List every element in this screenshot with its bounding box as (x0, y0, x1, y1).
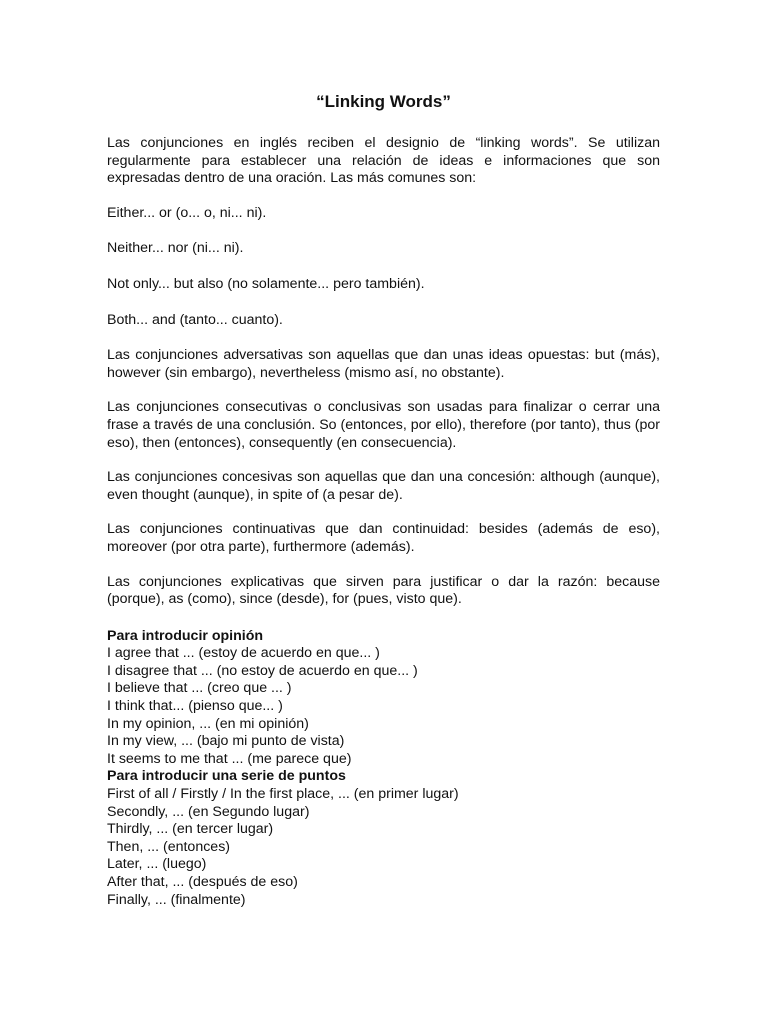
opinion-line: I think that... (pienso que... ) (107, 698, 283, 715)
paragraph-either-or: Either... or (o... o, ni... ni). (107, 204, 267, 221)
points-section (107, 768, 660, 909)
opinion-line: I agree that ... (estoy de acuerdo en que... ) (107, 645, 380, 662)
points-heading: Para introducir una serie de puntos (107, 768, 346, 785)
opinion-line: In my opinion, ... (en mi opinión) (107, 715, 309, 732)
points-line: First of all / Firstly / In the first place, ... (en primer lugar) (107, 786, 459, 803)
points-line: Thirdly, ... (en tercer lugar) (107, 821, 274, 838)
opinion-line: It seems to me that ... (me parece que) (107, 750, 352, 767)
points-line: Then, ... (entonces) (107, 838, 231, 855)
paragraph-consecutivas: Las conjunciones consecutivas o conclusivas son usadas para finalizar o cerrar una frase a través de una conclusión. So (entonces, por ello), therefore (por tanto), thus (por eso), then (entonces), consequently (en consecuencia). (107, 399, 660, 451)
paragraph-explicativas: Las conjunciones explicativas que sirven para justificar o dar la razón: because (porque), as (como), since (desde), for (pues, visto que). (107, 573, 660, 608)
opinion-heading: Para introducir opinión (107, 627, 264, 644)
document-title: “Linking Words” (316, 92, 451, 111)
points-line: Later, ... (luego) (107, 856, 207, 873)
intro-paragraph: Las conjunciones en inglés reciben el designio de “linking words”. Se utilizan regularmente para establecer una relación de ideas e informaciones que son expresadas dentro de una oración. Las más comunes son: (107, 135, 660, 187)
points-line: After that, ... (después de eso) (107, 874, 298, 890)
paragraph-not-only: Not only... but also (no solamente... pero también). (107, 275, 425, 292)
opinion-line: I disagree that ... (no estoy de acuerdo en que... ) (107, 662, 418, 679)
opinion-line: In my view, ... (bajo mi punto de vista) (107, 733, 345, 750)
opinion-section (107, 628, 660, 769)
paragraph-adversativas: Las conjunciones adversativas son aquellas que dan unas ideas opuestas: but (más), however (sin embargo), nevertheless (mismo así, no obstante). (107, 347, 660, 381)
paragraph-neither-nor: Neither... nor (ni... ni). (107, 240, 244, 257)
opinion-line: I believe that ... (creo que ... ) (107, 680, 292, 697)
paragraph-continuativas: Las conjunciones continuativas que dan continuidad: besides (además de eso), moreover (por otra parte), furthermore (además). (107, 521, 660, 555)
points-line: Finally, ... (finalmente) (107, 891, 246, 908)
paragraph-both-and: Both... and (tanto... cuanto). (107, 311, 283, 328)
points-line: Secondly, ... (en Segundo lugar) (107, 803, 310, 820)
paragraph-concesivas: Las conjunciones concesivas son aquellas que dan una concesión: although (aunque), even thought (aunque), in spite of (a pesar de). (107, 469, 660, 503)
